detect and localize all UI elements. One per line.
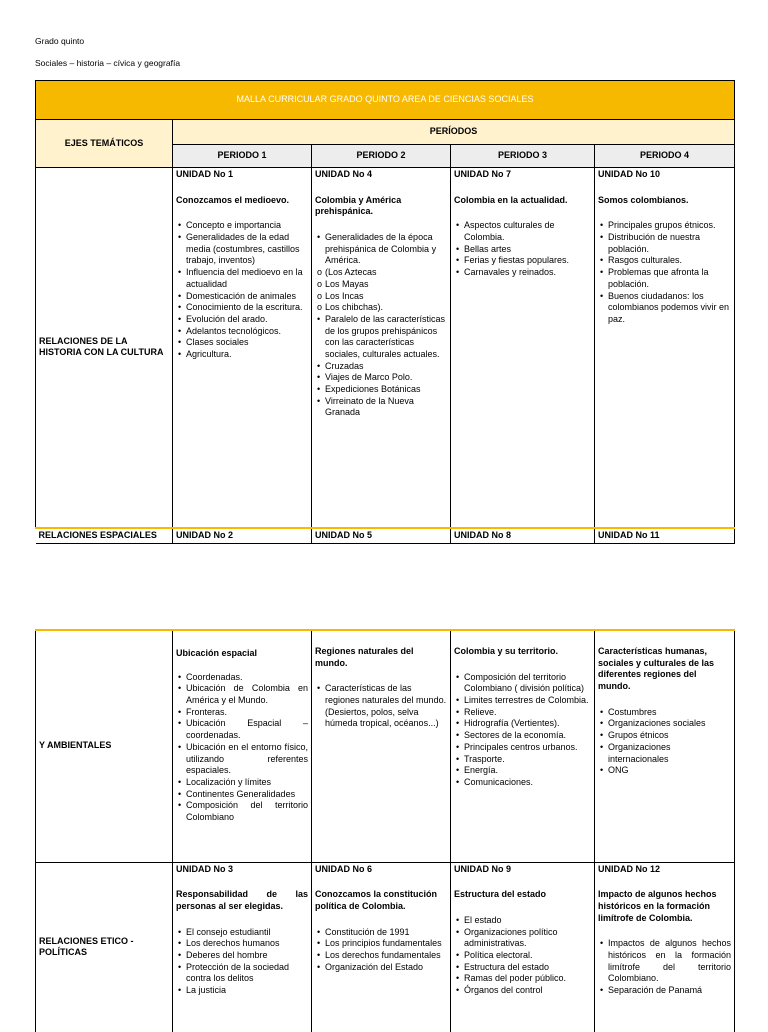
eje-label-historia: RELACIONES DE LA HISTORIA CON LA CULTURA (36, 168, 173, 528)
unit-subject: Colombia y América prehispánica. (315, 194, 402, 217)
topic-list (454, 915, 591, 997)
table-row-ambientales (36, 630, 735, 862)
list-item: • Características de las regiones naturales del mundo. (325, 683, 447, 706)
list-item: • Principales grupos étnicos. (608, 220, 731, 232)
list-item: • Bellas artes (464, 244, 591, 256)
cell-etico-p2 (312, 862, 451, 1032)
list-item: • Organización del Estado (325, 962, 447, 974)
cell-etico-p4 (595, 862, 735, 1032)
topic-list (454, 672, 591, 789)
list-item: • Rasgos culturales. (608, 255, 731, 267)
list-item: • Organizaciones internacionales (608, 742, 731, 765)
list-item: • Influencia del medioevo en la actualidad (186, 267, 308, 290)
list-item: • Órganos del control (464, 985, 591, 997)
unit-title: UNIDAD No 2 (173, 528, 312, 544)
list-item: • Conocimiento de la escritura. (186, 302, 308, 314)
topic-list (598, 938, 731, 996)
list-item: • Separación de Panamá (608, 985, 731, 997)
unit-subject: Somos colombianos. (598, 194, 689, 205)
list-item: • Carnavales y reinados. (464, 267, 591, 279)
list-item: • Hidrografía (Vertientes). (464, 718, 591, 730)
list-item: • Los derechos humanos (186, 938, 308, 950)
unit-subject: Estructura del estado (454, 889, 547, 900)
period-1-header: PERIODO 1 (173, 145, 312, 168)
table-title: MALLA CURRICULAR GRADO QUINTO AREA DE CIENCIAS SOCIALES (36, 81, 735, 120)
cell-ambientales-p3 (451, 630, 595, 862)
list-item: • Agricultura. (186, 349, 308, 361)
topic-list (315, 927, 447, 974)
topic-list (598, 707, 731, 777)
unit-title: UNIDAD No 9 (454, 863, 512, 874)
unit-title: UNIDAD No 3 (176, 863, 234, 874)
cell-historia-p3 (451, 168, 595, 528)
list-item: • Relieve. (464, 707, 591, 719)
list-item: • Concepto e importancia (186, 220, 308, 232)
list-item: • Generalidades de la época prehispánica de Colombia y América. (325, 232, 447, 267)
list-item: o Los Mayas (325, 279, 447, 291)
list-item: • Buenos ciudadanos: los colombianos podemos vivir en paz. (608, 291, 731, 326)
table-row-historia (36, 168, 735, 528)
unit-subject: Ubicación espacial (176, 648, 258, 658)
list-item: • Coordenadas. (186, 672, 308, 684)
list-item: • Organizaciones sociales (608, 718, 731, 730)
list-item: o Los Incas (325, 291, 447, 303)
unit-subject: Regiones naturales del mundo. (315, 646, 414, 668)
list-item: • Expediciones Botánicas (325, 384, 447, 396)
unit-subject: Colombia en la actualidad. (454, 194, 568, 205)
list-item: • Deberes del hombre (186, 950, 308, 962)
sub-topic-list (315, 267, 447, 314)
list-item: o (Los Aztecas (325, 267, 447, 279)
unit-title: UNIDAD No 4 (315, 169, 373, 179)
list-item: • Ferias y fiestas populares. (464, 255, 591, 267)
unit-subject: Responsabilidad de las personas al ser elegidas. (176, 889, 308, 911)
unit-title: UNIDAD No 8 (451, 528, 595, 544)
list-item: • Trasporte. (464, 754, 591, 766)
list-item: • Ubicación en el entorno físico, utilizando referentes espaciales. (186, 742, 308, 777)
unit-title: UNIDAD No 12 (598, 863, 661, 874)
list-item: • Impactos de algunos hechos históricos en la formación limítrofe del territorio Colombiano. (608, 938, 731, 985)
list-item: • Grupos étnicos (608, 730, 731, 742)
curriculum-table-part-1 (35, 80, 735, 544)
list-item: • Generalidades de la edad media (costumbres, castillos trabajo, inventos) (186, 232, 308, 267)
list-item: • Viajes de Marco Polo. (325, 372, 447, 384)
list-item: • Paralelo de las características de los grupos prehispánicos con las características sociales, culturales actuales. (325, 314, 447, 361)
topic-list (315, 683, 447, 706)
period-4-header: PERIODO 4 (595, 145, 735, 168)
unit-subject: Colombia y su territorio. (454, 646, 559, 656)
list-item: • ONG (608, 765, 731, 777)
topic-list (598, 220, 731, 325)
topic-list (454, 220, 591, 278)
cell-historia-p2 (312, 168, 451, 528)
table-row-etico (36, 862, 735, 1032)
list-item: • Constitución de 1991 (325, 927, 447, 939)
list-item: • Costumbres (608, 707, 731, 719)
topic-list (315, 314, 447, 419)
list-item: • Fronteras. (186, 707, 308, 719)
eje-label-ambientales: Y AMBIENTALES (36, 630, 173, 862)
cell-historia-p4 (595, 168, 735, 528)
table-row-espaciales (36, 528, 735, 544)
list-item: • Ubicación de Colombia en América y el Mundo. (186, 683, 308, 706)
cell-ambientales-p4 (595, 630, 735, 862)
regions-note: (Desiertos, polos, selva húmeda tropical, océanos...) (325, 706, 439, 729)
list-item: • Localización y límites (186, 777, 308, 789)
unit-subject: Conozcamos la constitución política de Colombia. (315, 889, 438, 911)
cell-etico-p3 (451, 862, 595, 1032)
curriculum-table-part-2 (35, 629, 735, 1032)
list-item: • Composición del territorio Colombiano (186, 800, 308, 823)
list-item: • Ramas del poder público. (464, 973, 591, 985)
topic-list (176, 672, 308, 824)
list-item: • Problemas que afronta la población. (608, 267, 731, 290)
document-grade-label: Grado quinto (35, 36, 85, 46)
list-item: o Los chibchas). (325, 302, 447, 314)
list-item: • Domesticación de animales (186, 291, 308, 303)
unit-title: UNIDAD No 6 (315, 863, 373, 874)
list-item: • Aspectos culturales de Colombia. (464, 220, 591, 243)
list-item: • Los derechos fundamentales (325, 950, 447, 962)
unit-title: UNIDAD No 1 (176, 169, 234, 179)
list-item: • El consejo estudiantil (186, 927, 308, 939)
list-item: • Continentes Generalidades (186, 789, 308, 801)
list-item: • Principales centros urbanos. (464, 742, 591, 754)
list-item: • Protección de la sociedad contra los delitos (186, 962, 308, 985)
list-item: • La justicia (186, 985, 308, 997)
list-item: • Comunicaciones. (464, 777, 591, 789)
cell-ambientales-p1 (173, 630, 312, 862)
list-item: • Política electoral. (464, 950, 591, 962)
list-item: • Clases sociales (186, 337, 308, 349)
list-item: • Virreinato de la Nueva Granada (325, 396, 447, 419)
list-item: • Distribución de nuestra población. (608, 232, 731, 255)
list-item: • Limites terrestres de Colombia. (464, 695, 591, 707)
topic-list (315, 232, 447, 267)
unit-subject: Impacto de algunos hechos históricos en la formación limítrofe de Colombia. (598, 889, 717, 923)
list-item: • Evolución del arado. (186, 314, 308, 326)
unit-subject: Conozcamos el medioevo. (176, 194, 290, 205)
ejes-tematicos-header: EJES TEMÁTICOS (36, 120, 173, 168)
cell-etico-p1 (173, 862, 312, 1032)
list-item: • Ubicación Espacial – coordenadas. (186, 718, 308, 741)
unit-title: UNIDAD No 5 (312, 528, 451, 544)
list-item: • Cruzadas (325, 361, 447, 373)
cell-ambientales-p2 (312, 630, 451, 862)
topic-list (176, 220, 308, 360)
list-item: • Energía. (464, 765, 591, 777)
unit-subject: Características humanas, sociales y culturales de las diferentes regiones del mundo. (598, 646, 715, 692)
document-subject-label: Sociales – historia – cívica y geografía (35, 58, 181, 68)
list-item: • El estado (464, 915, 591, 927)
list-item: • Los principios fundamentales (325, 938, 447, 950)
period-2-header: PERIODO 2 (312, 145, 451, 168)
list-item: • Organizaciones político administrativas. (464, 927, 591, 950)
unit-title: UNIDAD No 11 (595, 528, 735, 544)
eje-label-etico: RELACIONES ETICO - POLÍTICAS (36, 862, 173, 1032)
topic-list (176, 927, 308, 997)
periodos-header: PERÍODOS (173, 120, 735, 145)
unit-title: UNIDAD No 10 (598, 169, 661, 179)
eje-label-espaciales: RELACIONES ESPACIALES (36, 528, 173, 544)
list-item: • Adelantos tecnológicos. (186, 326, 308, 338)
cell-historia-p1 (173, 168, 312, 528)
unit-title: UNIDAD No 7 (454, 169, 512, 179)
list-item: • Sectores de la economía. (464, 730, 591, 742)
period-3-header: PERIODO 3 (451, 145, 595, 168)
list-item: • Composición del territorio Colombiano ( división política) (464, 672, 591, 695)
list-item: • Estructura del estado (464, 962, 591, 974)
